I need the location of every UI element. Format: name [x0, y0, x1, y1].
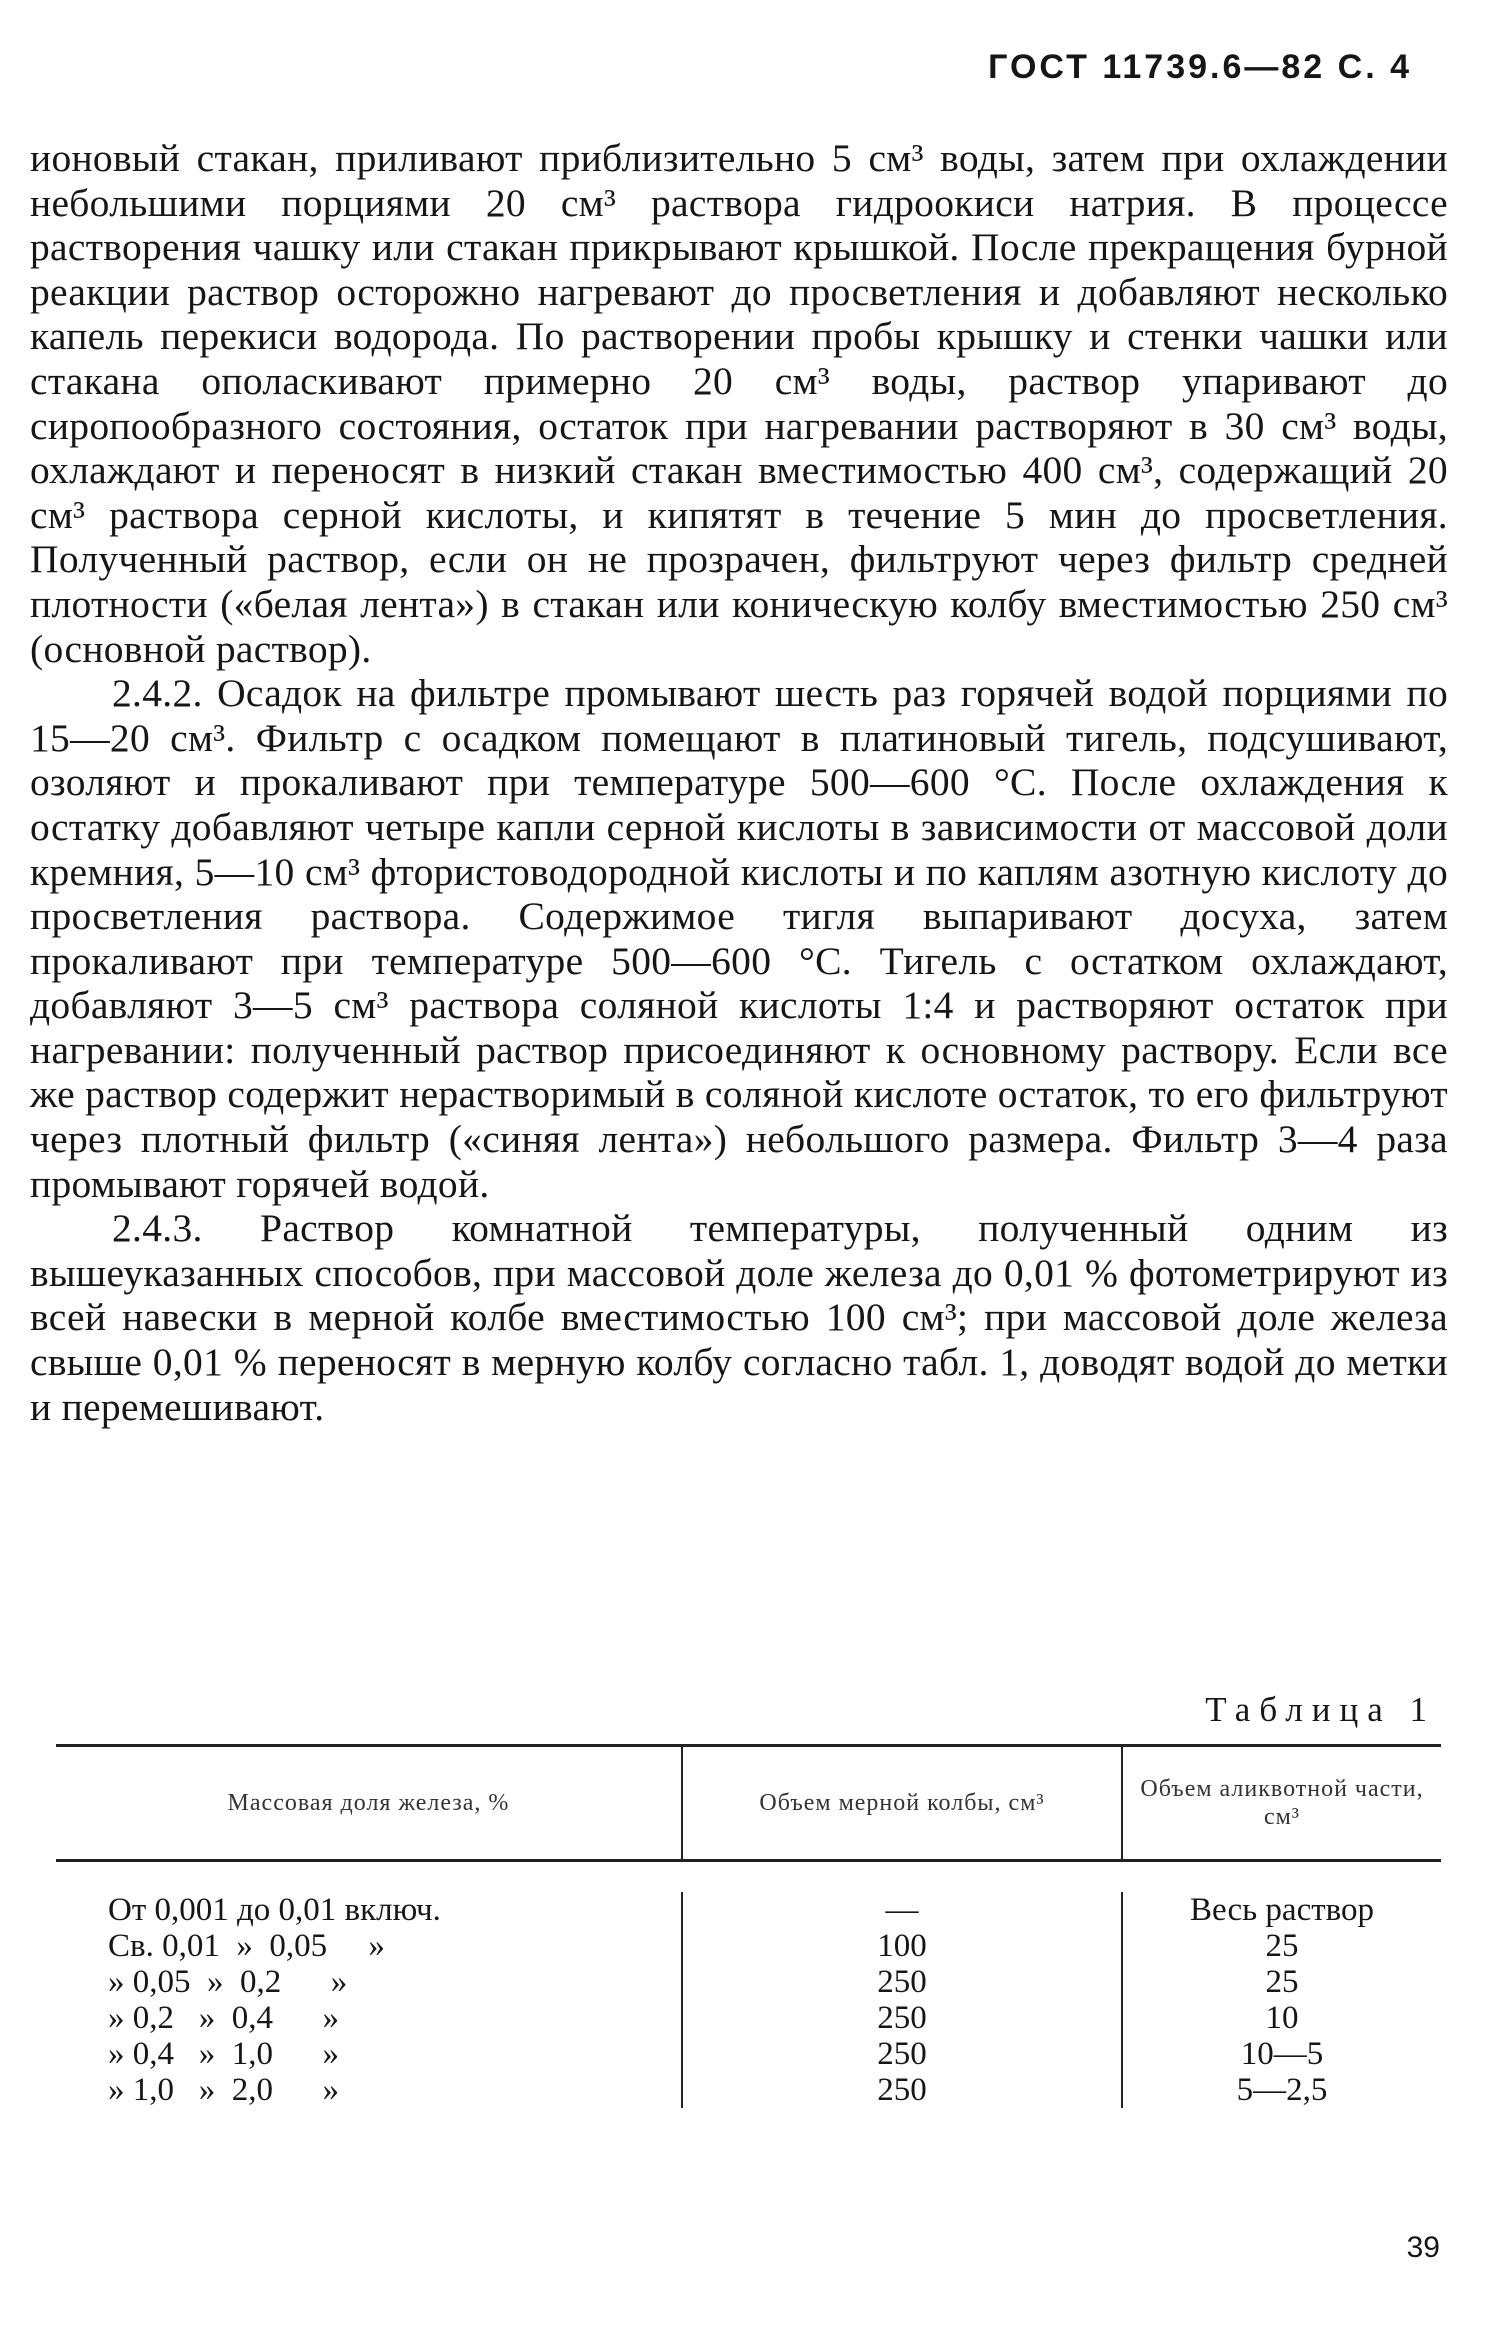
- table-cell: Весь раствор: [1190, 1892, 1374, 1928]
- document-body: [30, 136, 1448, 1429]
- table-body: [56, 1862, 1441, 2126]
- header-flask-volume: Объем мерной колбы, см³: [681, 1747, 1121, 1859]
- table-cell: 250: [877, 1964, 927, 2000]
- table-cell: 25: [1265, 1928, 1299, 1964]
- paragraph-continuation: ионовый стакан, приливают приблизительно 5 см³ воды, затем при охлаждении небольшими порциями 20 см³ раствора гидроокиси натрия. В процессе растворения чашку или стакан прикрывают крышкой. После прекращения бурной реакции раствор осторожно нагревают до просветления и добавляют несколько капель перекиси водорода. По растворении пробы крышку и стенки чашки или стакана ополаскивают примерно 20 см³ воды, раствор упаривают до сиропообразного состояния, остаток при нагревании растворяют в 30 см³ воды, охлаждают и переносят в низкий стакан вместимостью 400 см³, содержащий 20 см³ раствора серной кислоты, и кипятят в течение 5 мин до просветления. Полученный раствор, если он не прозрачен, фильтруют через фильтр средней плотности («белая лента») в стакан или коническую колбу вместимостью 250 см³ (основной раствор).: [30, 136, 1448, 671]
- table-header-row: [56, 1747, 1441, 1862]
- table-cell: От 0,001 до 0,01 включ.: [108, 1892, 441, 1928]
- document-header: ГОСТ 11739.6—82 С. 4: [988, 48, 1412, 86]
- table-cell: 10—5: [1240, 2036, 1324, 2072]
- table-cell: 10: [1265, 2000, 1299, 2036]
- table-cell: 25: [1265, 1964, 1299, 2000]
- table-cell: » 0,4 » 1,0 »: [108, 2036, 339, 2072]
- table-cell: 250: [877, 2000, 927, 2036]
- column-iron-fraction: [56, 1892, 681, 2108]
- table-cell: 250: [877, 2072, 927, 2108]
- data-table: [56, 1744, 1441, 2126]
- header-iron-fraction: Массовая доля железа, %: [227, 1790, 510, 1816]
- column-flask-volume: [681, 1892, 1121, 2108]
- table-cell: —: [885, 1892, 919, 1928]
- paragraph-2-4-3: 2.4.3. Раствор комнатной температуры, полученный одним из вышеуказанных способов, при массовой доле железа до 0,01 % фотометрируют из всей навески в мерной колбе вместимостью 100 см³; при массовой доле железа свыше 0,01 % переносят в мерную колбу согласно табл. 1, доводят водой до метки и перемешивают.: [30, 1206, 1448, 1429]
- table-cell: 5—2,5: [1236, 2072, 1328, 2108]
- column-aliquot-volume: [1121, 1892, 1441, 2108]
- table-cell: » 0,2 » 0,4 »: [108, 2000, 339, 2036]
- table-cell: 100: [877, 1928, 927, 1964]
- table-cell: 250: [877, 2036, 927, 2072]
- header-aliquot-volume: Объем аликвотной части, см³: [1121, 1747, 1441, 1859]
- table-caption: Таблица 1: [1205, 1690, 1436, 1729]
- table-cell: » 0,05 » 0,2 »: [108, 1964, 348, 2000]
- paragraph-2-4-2: 2.4.2. Осадок на фильтре промывают шесть раз горячей водой порциями по 15—20 см³. Фильтр с осадком помещают в платиновый тигель, подсушивают, озоляют и прокаливают при температуре 500—600 °С. После охлаждения к остатку добавляют четыре капли серной кислоты в зависимости от массовой доли кремния, 5—10 см³ фтористоводородной кислоты и по каплям азотную кислоту до просветления раствора. Содержимое тигля выпаривают досуха, затем прокаливают при температуре 500—600 °С. Тигель с остатком охлаждают, добавляют 3—5 см³ раствора соляной кислоты 1:4 и растворяют остаток при нагревании: полученный раствор присоединяют к основному раствору. Если все же раствор содержит нерастворимый в соляной кислоте остаток, то его фильтруют через плотный фильтр («синяя лента») небольшого размера. Фильтр 3—4 раза промывают горячей водой.: [30, 671, 1448, 1206]
- table-cell: Св. 0,01 » 0,05 »: [108, 1928, 385, 1964]
- page-number: 39: [1406, 2231, 1440, 2264]
- table-cell: » 1,0 » 2,0 »: [108, 2072, 339, 2108]
